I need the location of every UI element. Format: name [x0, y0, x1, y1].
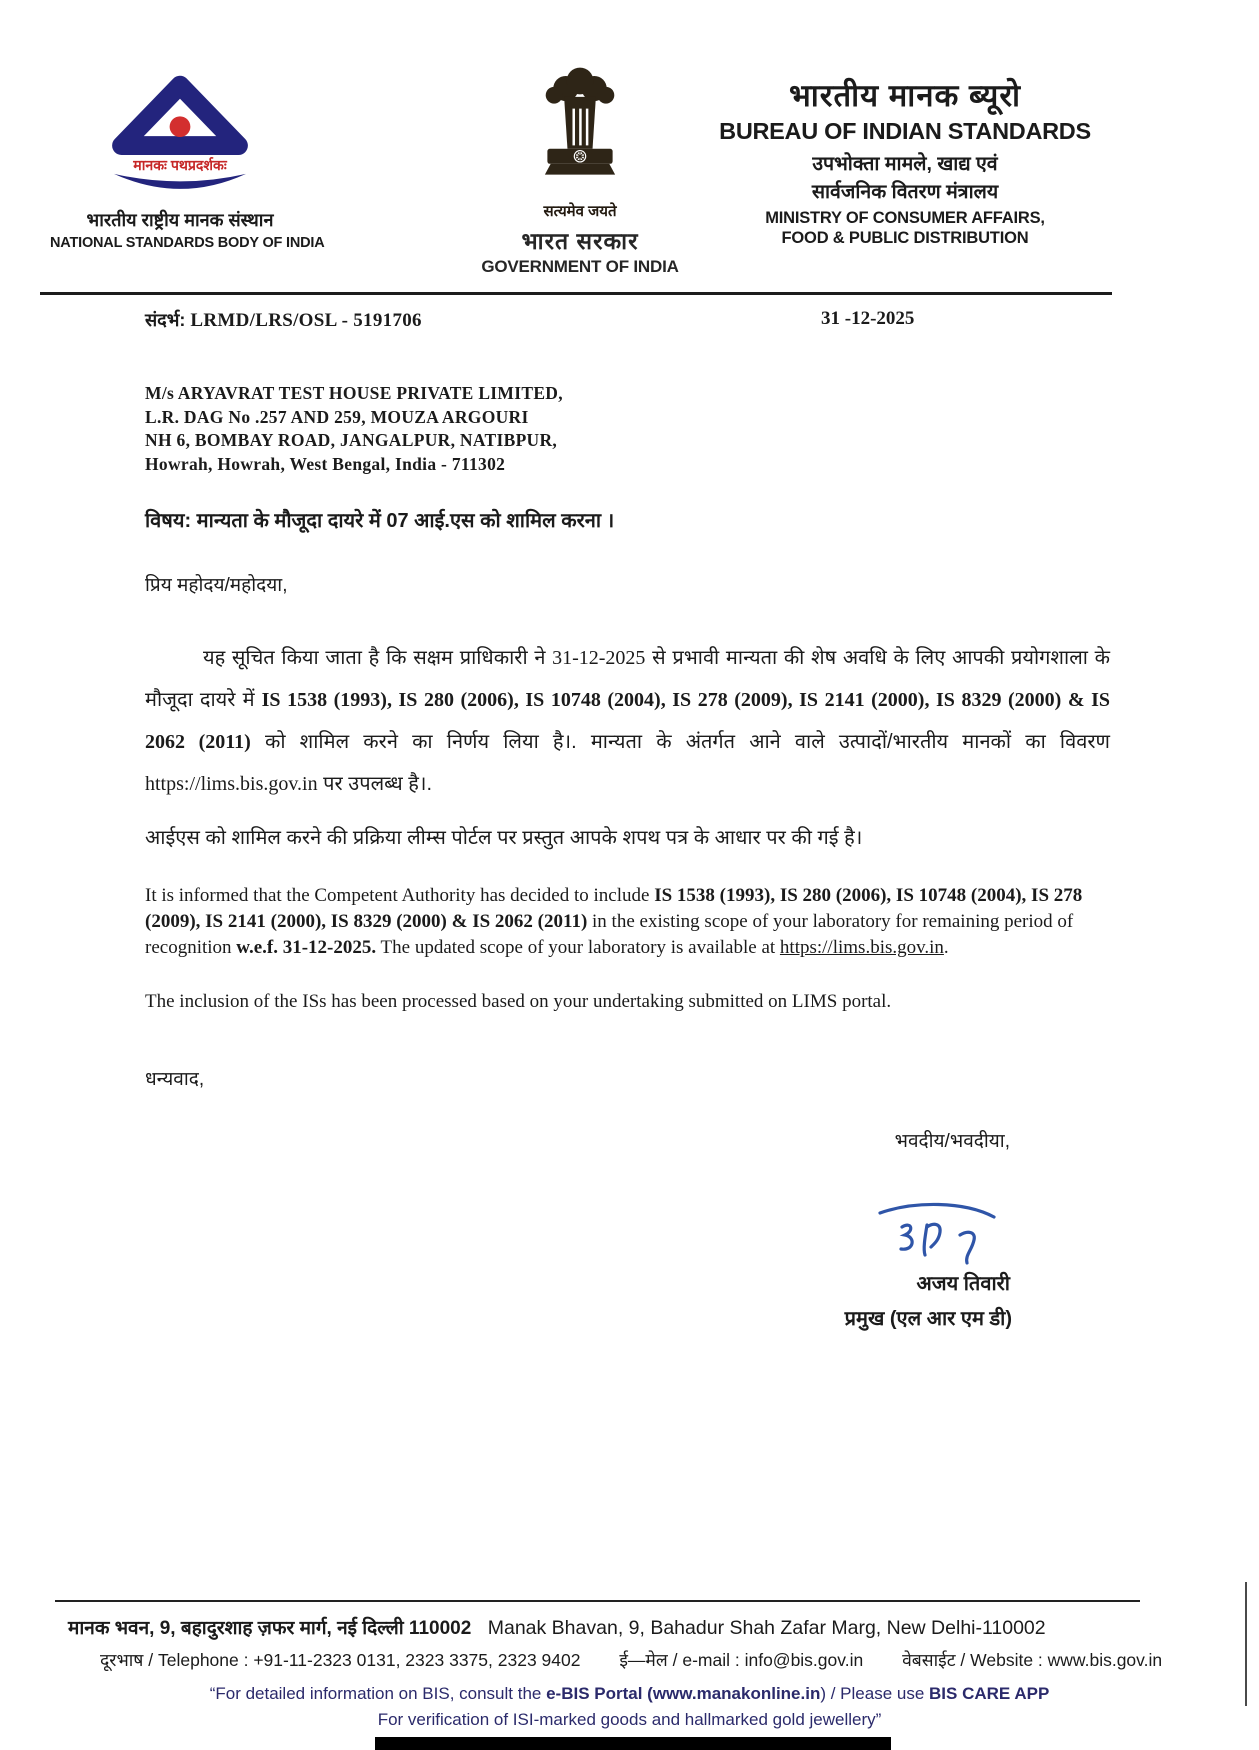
govt-name-english: GOVERNMENT OF INDIA [481, 257, 679, 276]
footer-address-row [68, 1614, 1198, 1640]
reference-label: संदर्भ: [145, 310, 186, 330]
motto-text: सत्यमेव जयते [543, 203, 617, 220]
reference-number: LRMD/LRS/OSL - 5191706 [190, 310, 422, 331]
footer-contact-row [100, 1648, 1200, 1672]
signatory-designation: प्रमुख (एल आर एम डी) [844, 1308, 1012, 1330]
footer-website: वेबसाईट / Website : www.bis.gov.in [902, 1650, 1163, 1670]
logo-banner-text: मानकः पथप्रदर्शकः [133, 157, 227, 174]
scan-edge-bar [375, 1737, 891, 1750]
recipient-line: Howrah, Howrah, West Bengal, India - 711302 [145, 453, 506, 474]
signature-area [145, 1197, 1110, 1269]
subject-line: विषय: मान्यता के मौजूदा दायरे में 07 आई.एस को शामिल करना । [145, 510, 615, 532]
bis-logo-icon [95, 72, 265, 204]
ministry-english-line2: FOOD & PUBLIC DISTRIBUTION [781, 229, 1029, 247]
paragraph-english-2: The inclusion of the ISs has been processed based on your undertaking submitted on LIMS portal. [145, 991, 892, 1012]
footer-divider [55, 1600, 1140, 1602]
ministry-hindi-line1: उपभोक्ता मामले, खाद्य एवं [812, 153, 998, 175]
bis-logo-block [50, 72, 325, 251]
bureau-block [690, 74, 1120, 248]
recipient-line: NH 6, BOMBAY ROAD, JANGALPUR, NATIBPUR, [145, 430, 558, 450]
footer-info-line1: “For detailed information on BIS, consult the e-BIS Portal (www.manakonline.in) / Please use BIS CARE APP [209, 1684, 1050, 1703]
recipient-line: M/s ARYAVRAT TEST HOUSE PRIVATE LIMITED, [145, 383, 563, 403]
org-name-hindi: भारतीय राष्ट्रीय मानक संस्थान [86, 210, 274, 230]
footer-email: ई—मेल / e-mail : info@bis.gov.in [619, 1650, 864, 1670]
ashoka-emblem-icon [534, 60, 626, 194]
ministry-english-line1: MINISTRY OF CONSUMER AFFAIRS, [765, 209, 1045, 227]
regards-text: भवदीय/भवदीया, [894, 1131, 1010, 1152]
footer-info-line2: For verification of ISI-marked goods and hallmarked gold jewellery” [377, 1710, 882, 1729]
signatory-name: अजय तिवारी [916, 1273, 1010, 1295]
letterhead [0, 0, 1259, 300]
recipient-address [145, 382, 1110, 476]
ministry-hindi-line2: सार्वजनिक वितरण मंत्रालय [811, 181, 999, 203]
paragraph-english-1: It is informed that the Competent Authority has decided to include IS 1538 (1993), IS 280 (2006), IS 10748 (2004), IS 278 (2009), IS 2141 (2000), IS 8329 (2000) & IS 2062 (2011) in the existing scope of your laboratory for remaining period of recognition w.e.f. 31-12-2025. The updated scope of your laboratory is available at https://lims.bis.gov.in. [145, 885, 1083, 958]
signature-image [872, 1197, 1002, 1269]
bureau-name-english: BUREAU OF INDIAN STANDARDS [719, 118, 1091, 144]
govt-emblem-block [445, 60, 715, 277]
recipient-line: L.R. DAG No .257 AND 259, MOUZA ARGOURI [145, 406, 529, 427]
footer-address-hindi: मानक भवन, 9, बहादुरशाह ज़फर मार्ग, नई दिल्ली 110002 [68, 1618, 472, 1639]
reference-row [145, 308, 1110, 332]
scan-edge-line [1245, 1582, 1247, 1706]
footer-address-english: Manak Bhavan, 9, Bahadur Shah Zafar Marg, New Delhi-110002 [487, 1617, 1046, 1639]
org-name-english: NATIONAL STANDARDS BODY OF INDIA [50, 235, 325, 251]
bureau-name-hindi: भारतीय मानक ब्यूरो [788, 78, 1022, 113]
letter-body [145, 292, 1110, 1331]
paragraph-hindi-2: आईएस को शामिल करने की प्रक्रिया लीम्स पोर्टल पर प्रस्तुत आपके शपथ पत्र के आधार पर की गई है। [145, 827, 863, 849]
thanks-text: धन्यवाद, [145, 1069, 205, 1090]
footer-telephone: दूरभाष / Telephone : +91-11-2323 0131, 2323 3375, 2323 9402 [100, 1650, 581, 1670]
govt-name-hindi: भारत सरकार [521, 228, 639, 254]
salutation: प्रिय महोदय/महोदया, [145, 575, 288, 596]
letter-date: 31 -12-2025 [821, 308, 915, 329]
paragraph-hindi-1: यह सूचित किया जाता है कि सक्षम प्राधिकारी ने 31-12-2025 से प्रभावी मान्यता की शेष अवधि के लिए आपकी प्रयोगशाला के मौजूदा दायरे में IS 1538 (1993), IS 280 (2006), IS 10748 (2004), IS 278 (2009), IS 2141 (2000), IS 8329 (2000) & IS 2062 (2011) को शामिल करने का निर्णय लिया है।. मान्यता के अंतर्गत आने वाले उत्पादों/भारतीय मानकों का विवरण https://lims.bis.gov.in पर उपलब्ध है।. [145, 647, 1110, 795]
